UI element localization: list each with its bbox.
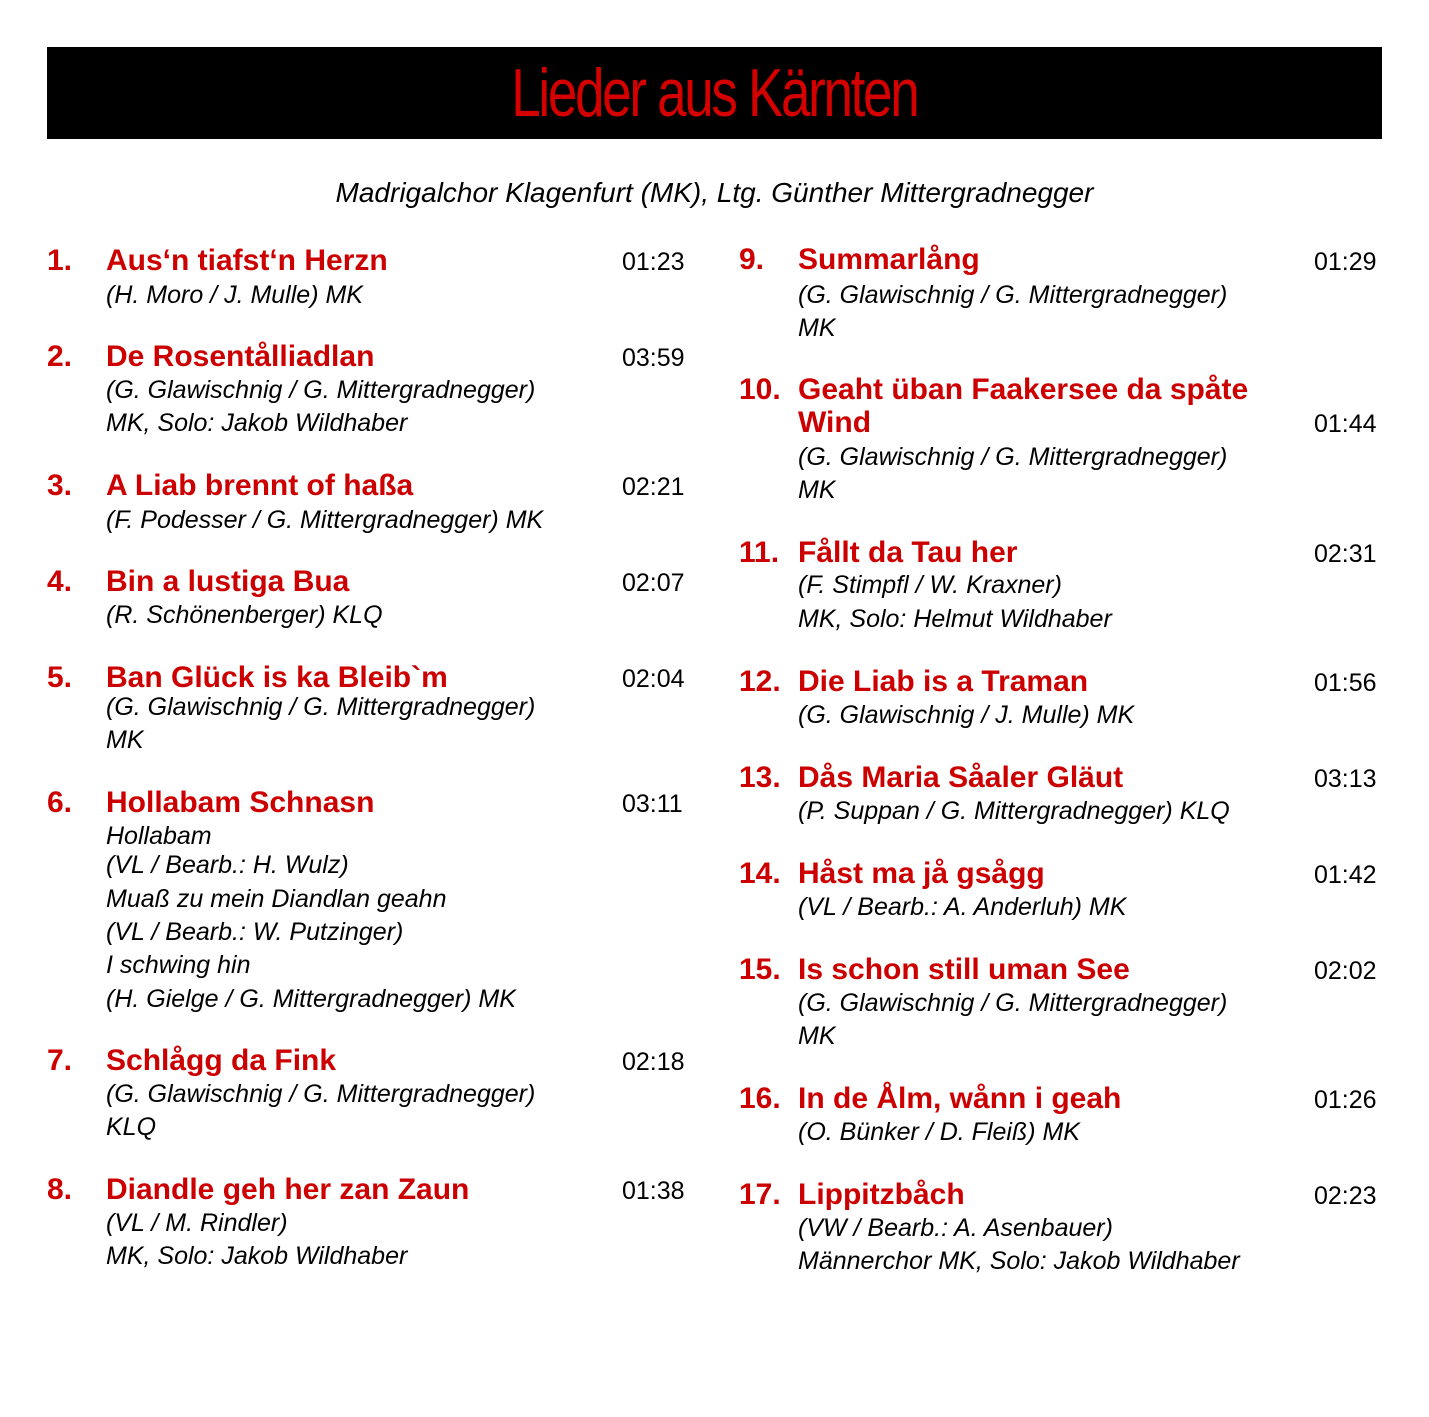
track-title: Bin a lustiga Bua	[106, 565, 350, 598]
track-number: 14.	[739, 857, 781, 890]
track-title: Aus‘n tiafst‘n Herzn	[106, 244, 388, 277]
track-title: Die Liab is a Traman	[798, 665, 1089, 698]
track-duration: 02:18	[622, 1048, 685, 1076]
track-title: Geaht üban Faakersee da spåte	[798, 373, 1249, 406]
track-duration: 01:23	[622, 248, 685, 276]
track-number: 8.	[47, 1173, 73, 1206]
track-duration: 03:59	[622, 344, 685, 372]
track-title: Håst ma jå gsågg	[798, 857, 1045, 890]
track-credit: (G. Glawischnig / G. Mittergradnegger)	[798, 443, 1228, 471]
title-bar	[47, 47, 1382, 139]
track-duration: 01:44	[1314, 410, 1377, 438]
track-number: 4.	[47, 565, 73, 598]
track-number: 6.	[47, 786, 73, 819]
track-duration: 01:29	[1314, 248, 1377, 276]
track-credit: Männerchor MK, Solo: Jakob Wildhaber	[798, 1247, 1240, 1275]
track-credit: (VL / Bearb.: H. Wulz)	[106, 851, 349, 879]
track-credit: MK	[106, 726, 144, 754]
track-duration: 02:23	[1314, 1182, 1377, 1210]
track-number: 10.	[739, 373, 781, 406]
track-credit: (H. Moro / J. Mulle) MK	[106, 281, 363, 309]
track-title: Summarlång	[798, 243, 980, 276]
track-credit: (G. Glawischnig / G. Mittergradnegger)	[798, 281, 1228, 309]
track-credit: (P. Suppan / G. Mittergradnegger) KLQ	[798, 797, 1230, 825]
track-title: Schlågg da Fink	[106, 1044, 337, 1077]
track-credit: MK, Solo: Helmut Wildhaber	[798, 605, 1112, 633]
track-credit: MK, Solo: Jakob Wildhaber	[106, 1242, 408, 1270]
track-duration: 02:31	[1314, 540, 1377, 568]
track-credit: (VL / Bearb.: W. Putzinger)	[106, 918, 404, 946]
track-duration: 02:02	[1314, 957, 1377, 985]
track-number: 11.	[739, 536, 780, 569]
track-duration: 03:11	[622, 790, 683, 818]
track-number: 17.	[739, 1178, 781, 1211]
track-duration: 02:04	[622, 665, 685, 693]
track-number: 9.	[739, 243, 765, 276]
track-title: In de Ålm, wånn i geah	[798, 1082, 1122, 1115]
track-title: Dås Maria Såaler Gläut	[798, 761, 1124, 794]
track-credit: (G. Glawischnig / G. Mittergradnegger)	[106, 376, 536, 404]
track-number: 1.	[47, 244, 73, 277]
track-credit: MK	[798, 314, 836, 342]
page-title: Lieder aus Kärnten	[511, 55, 918, 131]
track-title: Is schon still uman See	[798, 953, 1130, 986]
track-credit: (F. Podesser / G. Mittergradnegger) MK	[106, 506, 544, 534]
track-duration: 01:56	[1314, 669, 1377, 697]
track-duration: 01:26	[1314, 1086, 1377, 1114]
track-duration: 01:42	[1314, 861, 1377, 889]
track-credit: MK	[798, 1022, 836, 1050]
track-credit: (VW / Bearb.: A. Asenbauer)	[798, 1214, 1113, 1242]
subtitle: Madrigalchor Klagenfurt (MK), Ltg. Günther Mittergradnegger	[335, 177, 1094, 208]
track-title: Hollabam Schnasn	[106, 786, 375, 819]
track-number: 7.	[47, 1044, 73, 1077]
track-number: 15.	[739, 953, 781, 986]
track-credit: MK, Solo: Jakob Wildhaber	[106, 409, 408, 437]
track-duration: 02:21	[622, 473, 685, 501]
track-title: A Liab brennt of haßa	[106, 469, 414, 502]
track-credit: Muaß zu mein Diandlan geahn	[106, 885, 447, 913]
track-title-continued: Wind	[798, 406, 872, 439]
track-title: Ban Glück is ka Bleib`m	[106, 661, 448, 694]
track-credit: Hollabam	[106, 822, 212, 850]
track-duration: 03:13	[1314, 765, 1377, 793]
track-title: Fållt da Tau her	[798, 536, 1018, 569]
track-credit: (G. Glawischnig / J. Mulle) MK	[798, 701, 1135, 729]
track-title: De Rosentålliadlan	[106, 340, 375, 373]
track-credit: (O. Bünker / D. Fleiß) MK	[798, 1118, 1080, 1146]
track-credit: (G. Glawischnig / G. Mittergradnegger)	[106, 1080, 536, 1108]
track-number: 3.	[47, 469, 73, 502]
track-title: Lippitzbåch	[798, 1178, 965, 1211]
track-number: 2.	[47, 340, 73, 373]
track-number: 16.	[739, 1082, 781, 1115]
track-credit: (H. Gielge / G. Mittergradnegger) MK	[106, 985, 516, 1013]
track-credit: I schwing hin	[106, 951, 251, 979]
track-number: 5.	[47, 661, 73, 694]
track-credit: (VL / M. Rindler)	[106, 1209, 288, 1237]
track-credit: (G. Glawischnig / G. Mittergradnegger)	[798, 989, 1228, 1017]
track-credit: (F. Stimpfl / W. Kraxner)	[798, 571, 1062, 599]
track-duration: 01:38	[622, 1177, 685, 1205]
track-credit: (G. Glawischnig / G. Mittergradnegger)	[106, 693, 536, 721]
track-title: Diandle geh her zan Zaun	[106, 1173, 470, 1206]
track-credit: (VL / Bearb.: A. Anderluh) MK	[798, 893, 1127, 921]
track-duration: 02:07	[622, 569, 685, 597]
track-credit: MK	[798, 476, 836, 504]
track-credit: KLQ	[106, 1113, 157, 1141]
track-number: 12.	[739, 665, 781, 698]
track-number: 13.	[739, 761, 781, 794]
track-credit: (R. Schönenberger) KLQ	[106, 601, 383, 629]
